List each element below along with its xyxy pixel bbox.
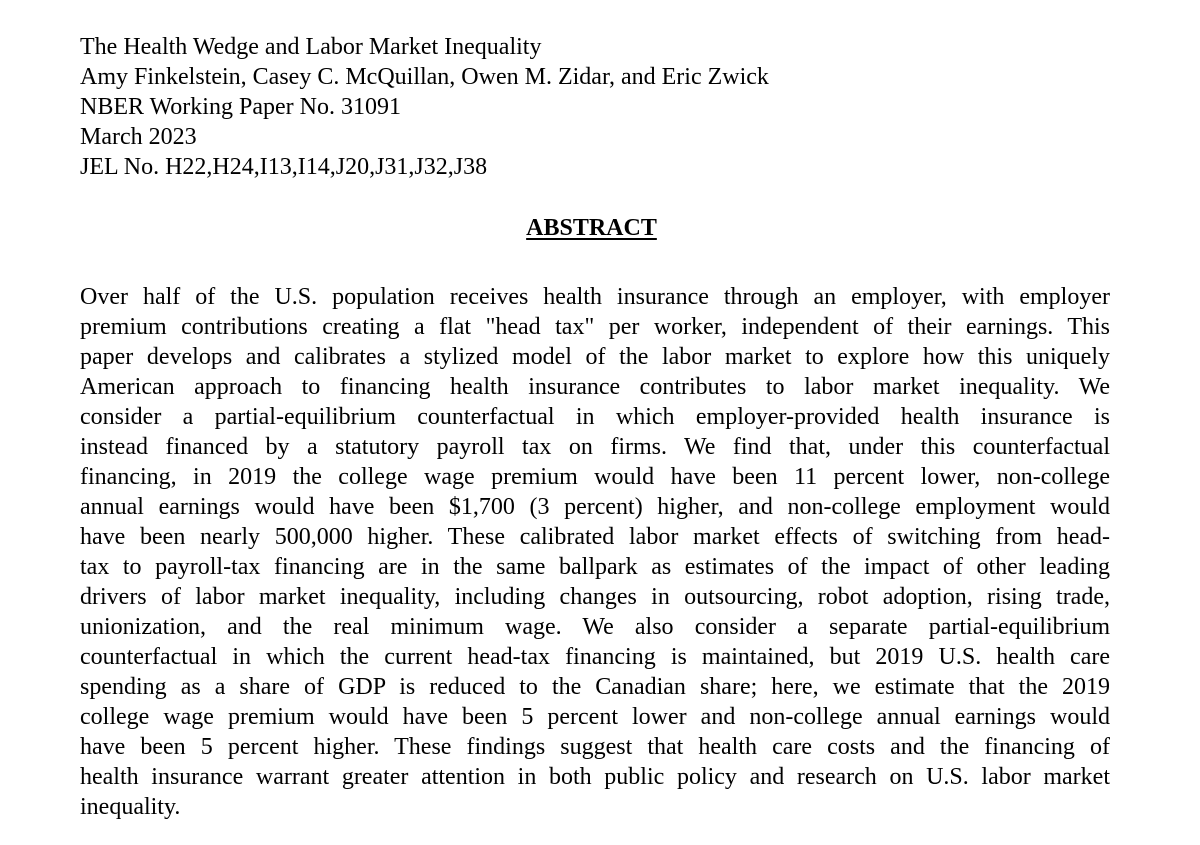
abstract-line: college wage premium would have been 5 percent lower and non-college annual earnings would [80, 704, 1110, 730]
abstract-line: health insurance warrant greater attention in both public policy and research on U.S. labor market [80, 764, 1110, 790]
paper-header [80, 32, 769, 182]
abstract-line: financing, in 2019 the college wage premium would have been 11 percent lower, non-college [80, 464, 1110, 490]
abstract-heading: ABSTRACT [526, 215, 657, 241]
abstract-line: American approach to financing health insurance contributes to labor market inequality. We [80, 374, 1110, 400]
abstract-line: spending as a share of GDP is reduced to the Canadian share; here, we estimate that the 2019 [80, 674, 1110, 700]
abstract-line: have been 5 percent higher. These findings suggest that health care costs and the financing of [80, 734, 1110, 760]
paper-title: The Health Wedge and Labor Market Inequality [80, 34, 542, 60]
abstract-line: premium contributions creating a flat "head tax" per worker, independent of their earnings. This [80, 314, 1110, 340]
abstract-body [80, 282, 1110, 822]
abstract-line: annual earnings would have been $1,700 (3 percent) higher, and non-college employment would [80, 494, 1110, 520]
abstract-line: have been nearly 500,000 higher. These calibrated labor market effects of switching from head- [80, 524, 1110, 550]
paper-series: NBER Working Paper No. 31091 [80, 94, 401, 120]
abstract-line: drivers of labor market inequality, including changes in outsourcing, robot adoption, rising trade, [80, 584, 1110, 610]
abstract-line: inequality. [80, 794, 181, 820]
abstract-line: counterfactual in which the current head-tax financing is maintained, but 2019 U.S. health care [80, 644, 1110, 670]
abstract-line: Over half of the U.S. population receives health insurance through an employer, with employer [80, 284, 1110, 310]
paper-authors: Amy Finkelstein, Casey C. McQuillan, Owen M. Zidar, and Eric Zwick [80, 64, 769, 90]
paper-date: March 2023 [80, 124, 197, 150]
paper-jel-codes: JEL No. H22,H24,I13,I14,J20,J31,J32,J38 [80, 154, 488, 180]
abstract-line: unionization, and the real minimum wage. We also consider a separate partial-equilibrium [80, 614, 1110, 640]
abstract-line: consider a partial-equilibrium counterfactual in which employer-provided health insurance is [80, 404, 1110, 430]
abstract-line: tax to payroll-tax financing are in the same ballpark as estimates of the impact of other leading [80, 554, 1110, 580]
abstract-line: instead financed by a statutory payroll tax on firms. We find that, under this counterfactual [80, 434, 1110, 460]
abstract-line: paper develops and calibrates a stylized model of the labor market to explore how this uniquely [80, 344, 1110, 370]
